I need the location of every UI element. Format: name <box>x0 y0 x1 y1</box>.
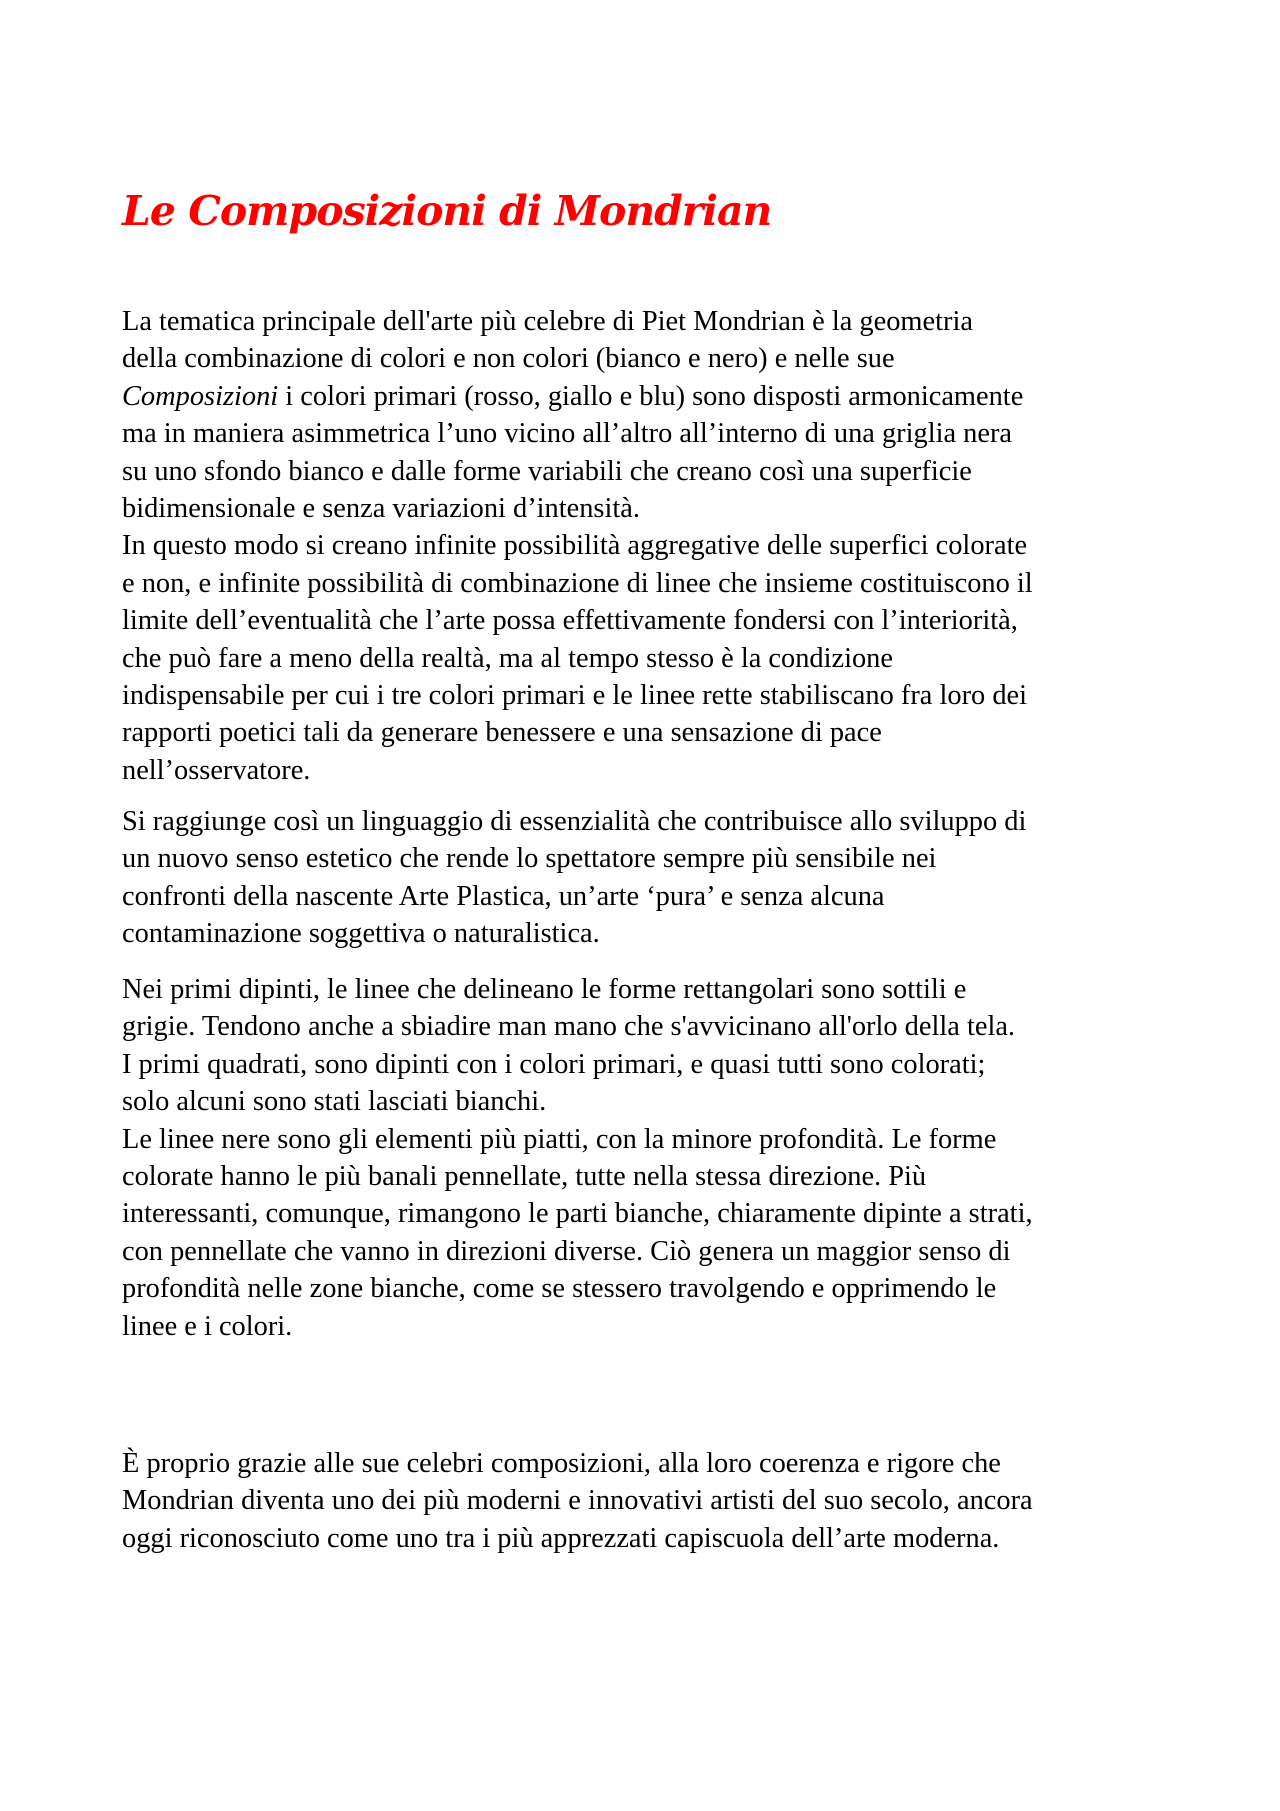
text-line: indispensabile per cui i tre colori primari e le linee rette stabiliscano fra loro dei <box>122 680 1028 712</box>
text-line: ma in maniera asimmetrica l’uno vicino all’altro all’interno di una griglia nera <box>122 418 1013 450</box>
text-line: e non, e infinite possibilità di combinazione di linee che insieme costituiscono il <box>122 567 1033 599</box>
paragraph-1 <box>122 303 1167 789</box>
text-line: della combinazione di colori e non colori (bianco e nero) e nelle sue <box>122 343 895 375</box>
text-line: profondità nelle zone bianche, come se stessero travolgendo e opprimendo le <box>122 1273 997 1305</box>
text-line: interessanti, comunque, rimangono le parti bianche, chiaramente dipinte a strati, <box>122 1198 1033 1230</box>
text-line: limite dell’eventualità che l’arte possa effettivamente fondersi con l’interiorità, <box>122 605 1018 637</box>
text-line: con pennellate che vanno in direzioni diverse. Ciò genera un maggior senso di <box>122 1235 1011 1267</box>
paragraph-3 <box>122 971 1167 1345</box>
text-line: oggi riconosciuto come uno tra i più apprezzati capiscuola dell’arte moderna. <box>122 1522 1000 1554</box>
text-line: confronti della nascente Arte Plastica, un’arte ‘pura’ e senza alcuna <box>122 880 885 912</box>
text-line: Mondrian diventa uno dei più moderni e innovativi artisti del suo secolo, ancora <box>122 1485 1033 1517</box>
text-line: Nei primi dipinti, le linee che delineano le forme rettangolari sono sottili e <box>122 974 967 1005</box>
paragraph-4 <box>122 1445 1167 1557</box>
text-line: solo alcuni sono stati lasciati bianchi. <box>122 1086 547 1118</box>
text-line: La tematica principale dell'arte più celebre di Piet Mondrian è la geometria <box>122 306 973 337</box>
text-line: su uno sfondo bianco e dalle forme variabili che creano così una superficie <box>122 455 972 487</box>
text-line <box>122 378 1167 415</box>
text-line: nell’osservatore. <box>122 754 311 786</box>
text-line: un nuovo senso estetico che rende lo spettatore sempre più sensibile nei <box>122 843 937 875</box>
text-line: rapporti poetici tali da generare benessere e una sensazione di pace <box>122 717 882 749</box>
text-line: linee e i colori. <box>122 1310 293 1342</box>
text-line: In questo modo si creano infinite possibilità aggregative delle superfici colorate <box>122 530 1028 562</box>
text-line: I primi quadrati, sono dipinti con i colori primari, e quasi tutti sono colorati; <box>122 1048 986 1080</box>
text-line: grigie. Tendono anche a sbiadire man mano che s'avvicinano all'orlo della tela. <box>122 1011 1016 1043</box>
italic-term: Composizioni <box>122 380 279 412</box>
text-line: Le linee nere sono gli elementi più piatti, con la minore profondità. Le forme <box>122 1123 997 1155</box>
text-line: colorate hanno le più banali pennellate, tutte nella stessa direzione. Più <box>122 1161 927 1193</box>
text-line: contaminazione soggettiva o naturalistica. <box>122 918 600 950</box>
document-title: Le Composizioni di Mondrian <box>122 187 772 235</box>
paragraph-2 <box>122 803 1167 953</box>
text-line: che può fare a meno della realtà, ma al tempo stesso è la condizione <box>122 642 893 674</box>
text-line: Si raggiunge così un linguaggio di essenzialità che contribuisce allo sviluppo di <box>122 806 1027 837</box>
text-fragment: i colori primari (rosso, giallo e blu) sono disposti armonicamente <box>278 380 1024 412</box>
text-line: È proprio grazie alle sue celebri composizioni, alla loro coerenza e rigore che <box>122 1448 1001 1479</box>
text-line: bidimensionale e senza variazioni d’intensità. <box>122 493 640 525</box>
